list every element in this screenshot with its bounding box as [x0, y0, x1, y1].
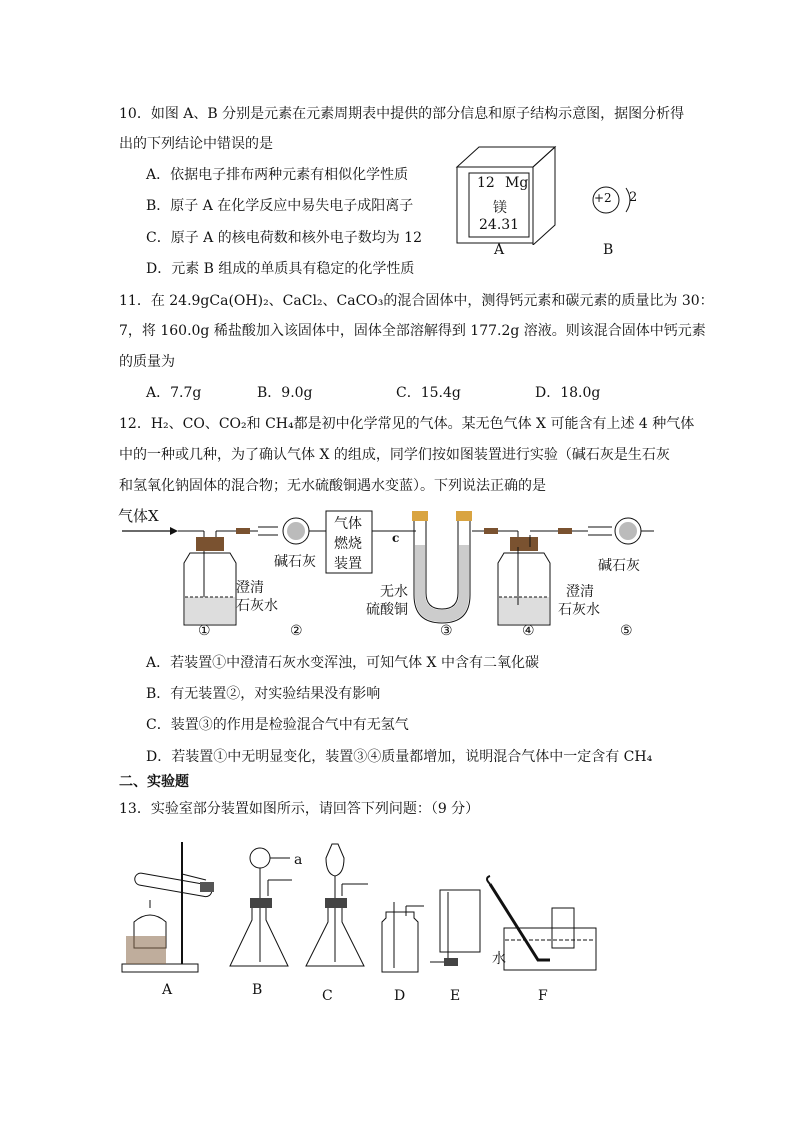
- atomic-mass: 24.31: [479, 217, 520, 233]
- q11-line2: 7，将 160.0g 稀盐酸加入该固体中，固体全部溶解得到 177.2g 溶液。则该混合固体中钙元素: [119, 323, 706, 339]
- q12-option-a: A．若装置①中澄清石灰水变浑浊，可知气体 X 中含有二氧化碳: [146, 655, 539, 671]
- soda-lime-label-2: 碱石灰: [274, 554, 316, 570]
- soda-lime-label-5: 碱石灰: [598, 558, 640, 574]
- q13-stem: 13．实验室部分装置如图所示，请回答下列问题：（9 分）: [119, 801, 480, 817]
- label-a-pointer: a: [294, 852, 303, 868]
- burner-label-2: 燃烧: [334, 536, 362, 552]
- q12-option-d: D．若装置①中无明显变化，装置③④质量都增加，说明混合气体中一定含有 CH₄: [146, 749, 653, 765]
- lime-water-label-1b: 石灰水: [236, 598, 278, 614]
- q10-stem-line1: 10．如图 A、B 分别是元素在元素周期表中提供的部分信息和原子结构示意图，据图分析得: [119, 106, 685, 122]
- q11-option-d: D．18.0g: [535, 385, 601, 401]
- q12-line2: 中的一种或几种，为了确认气体 X 的组成，同学们按如图装置进行实验（碱石灰是生石灰: [119, 447, 670, 463]
- q10-option-d: D．元素 B 组成的单质具有稳定的化学性质: [146, 261, 415, 277]
- gas-apparatus-diagram: [118, 505, 678, 645]
- element-name: 镁: [493, 200, 507, 216]
- lime-water-label-1a: 澄清: [236, 580, 264, 596]
- lime-water-label-4a: 澄清: [566, 584, 594, 600]
- device-number-4: ④: [522, 623, 535, 639]
- q11-line1: 11．在 24.9gCa(OH)₂、CaCl₂、CaCO₃的混合固体中，测得钙元素和碳元素的质量比为 30：: [119, 293, 714, 309]
- q10-option-b: B．原子 A 在化学反应中易失电子成阳离子: [146, 198, 414, 214]
- apparatus-label-d: D: [394, 988, 406, 1004]
- lime-water-label-4b: 石灰水: [558, 602, 600, 618]
- apparatus-label-f: F: [538, 988, 548, 1004]
- device-number-5: ⑤: [620, 623, 633, 639]
- cuso4-label-2: 硫酸铜: [366, 602, 408, 618]
- point-c-label: c: [392, 531, 400, 545]
- q11-option-c: C．15.4g: [396, 385, 461, 401]
- burner-label-3: 装置: [334, 556, 362, 572]
- q11-option-a: A．7.7g: [146, 385, 202, 401]
- nucleus-charge: +2: [594, 191, 612, 205]
- q11-line3: 的质量为: [119, 354, 175, 370]
- shell-electrons: 2: [629, 190, 638, 205]
- figure-label-b: B: [603, 242, 614, 258]
- atomic-number: 12: [477, 175, 495, 191]
- apparatus-label-c: C: [322, 988, 333, 1004]
- q12-line1: 12．H₂、CO、CO₂和 CH₄都是初中化学常见的气体。某无色气体 X 可能含有上述 4 种气体: [119, 416, 695, 432]
- q12-option-c: C．装置③的作用是检验混合气中有无氢气: [146, 717, 409, 733]
- device-number-3: ③: [440, 623, 453, 639]
- atom-diagram: [588, 182, 648, 218]
- apparatus-label-a: A: [162, 982, 173, 998]
- device-number-1: ①: [198, 623, 211, 639]
- q10-stem-line2: 出的下列结论中错误的是: [119, 136, 273, 152]
- lab-apparatus-row: [118, 836, 598, 1006]
- gas-x-label: 气体X: [118, 507, 159, 525]
- element-card-figure: [455, 145, 565, 245]
- q11-option-b: B．9.0g: [257, 385, 313, 401]
- water-label: 水: [492, 951, 506, 967]
- cuso4-label-1: 无水: [380, 584, 408, 600]
- section-heading: 二、实验题: [119, 774, 189, 790]
- q12-option-b: B．有无装置②，对实验结果没有影响: [146, 686, 381, 702]
- burner-label-1: 气体: [334, 516, 362, 532]
- q10-option-a: A．依据电子排布两种元素有相似化学性质: [146, 167, 409, 183]
- apparatus-label-e: E: [450, 988, 461, 1004]
- figure-label-a: A: [494, 242, 505, 258]
- q12-line3: 和氢氧化钠固体的混合物；无水硫酸铜遇水变蓝）。下列说法正确的是: [119, 478, 546, 494]
- apparatus-label-b: B: [252, 982, 263, 998]
- lab-apparatus-drawing: [118, 836, 598, 1006]
- device-number-2: ②: [290, 623, 303, 639]
- q10-option-c: C．原子 A 的核电荷数和核外电子数均为 12: [146, 230, 422, 246]
- element-symbol: Mg: [505, 175, 529, 191]
